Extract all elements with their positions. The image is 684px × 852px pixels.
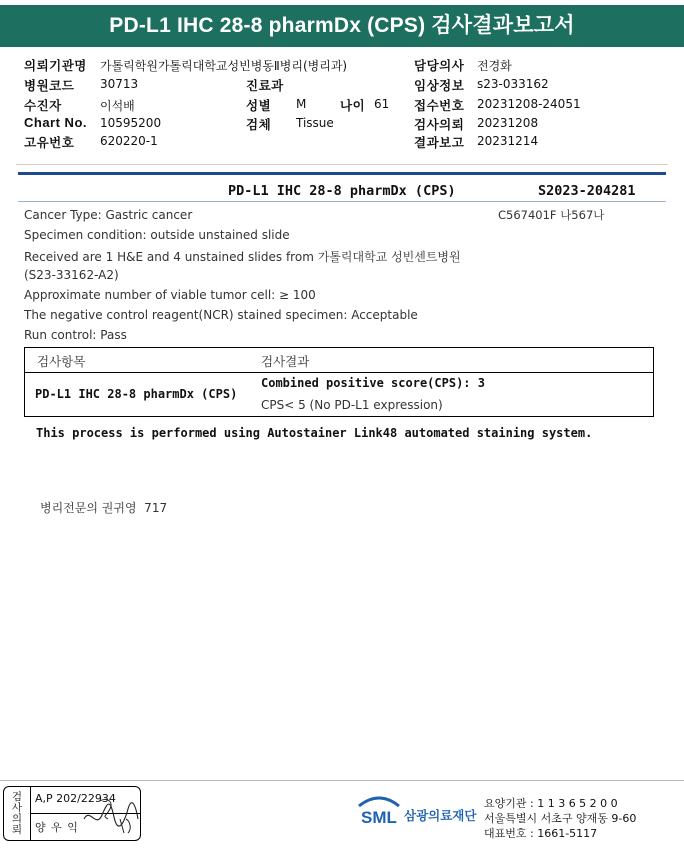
department-label: 진료과 [246,78,284,93]
doctor-value: 전경화 [477,59,512,73]
sign-id: A,P 202/22934 [35,792,116,805]
report-heading: PD-L1 IHC 28-8 pharmDx (CPS) [228,183,456,199]
institution-label: 의뢰기관명 [24,58,87,73]
sign-name: 양 우 익 [35,821,79,834]
unique-value: 620220-1 [100,134,158,148]
hospital-code-value: 30713 [100,77,139,91]
chart-value: 10595200 [100,116,162,130]
report-date-label: 결과보고 [414,135,465,150]
body-line-slide-id: (S23-33162-A2) [24,268,119,282]
report-heading-underline [18,201,666,202]
sml-logo-text: SML [361,808,397,827]
age-value: 61 [374,97,390,111]
table-item: PD-L1 IHC 28-8 pharmDx (CPS) [35,387,238,401]
report-id: S2023-204281 [538,183,636,199]
body-line-run-control: Run control: Pass [24,328,127,342]
patient-value: 이석배 [100,99,135,113]
request-value: 20231208 [477,116,539,130]
doctor-label: 담당의사 [414,58,465,73]
footer-divider [0,780,684,781]
sml-logo-icon [356,794,402,830]
report-date-value: 20231214 [477,134,539,148]
sign-label: 검사의뢰 [11,791,23,836]
logo-name: 삼광의료재단 [404,808,477,823]
body-line-received: Received are 1 H&E and 4 unstained slides from 가톨릭대학교 성빈센트병원 [24,250,461,264]
table-header-item: 검사항목 [37,354,86,369]
unique-label: 고유번호 [24,135,75,150]
phone: 대표번호 : 1661-5117 [484,827,598,840]
report-title: PD-L1 IHC 28-8 pharmDx (CPS) 검사결과보고서 [0,5,684,47]
signature-scribble [80,789,140,837]
sign-box [3,786,141,841]
patient-label: 수진자 [24,98,62,113]
report-rule [18,172,666,175]
receipt-value: 20231208-24051 [477,97,581,111]
institution-value: 가톨릭학원가톨릭대학교성빈병동Ⅱ병리(병리과) [100,59,348,73]
sex-label: 성별 [246,98,272,113]
result-table [24,347,654,417]
pathologist-line: 병리전문의 권귀영 717 [40,501,168,515]
age-label: 나이 [340,98,366,113]
body-line-ncr: The negative control reagent(NCR) stained specimen: Acceptable [24,308,418,322]
hospital-code-label: 병원코드 [24,78,75,93]
receipt-label: 접수번호 [414,98,465,113]
specimen-value: Tissue [296,116,334,130]
care-code: 요양기관 : 1 1 3 6 5 2 0 0 [484,797,618,810]
table-header-result: 검사결과 [261,354,310,369]
body-line-specimen: Specimen condition: outside unstained slide [24,228,290,242]
request-label: 검사의뢰 [414,117,465,132]
block-code: C567401F 나567나 [498,208,605,222]
clinical-label: 임상정보 [414,78,465,93]
table-result-main: Combined positive score(CPS): 3 [261,376,485,390]
clinical-value: s23-033162 [477,77,549,91]
body-line-viable-cells: Approximate number of viable tumor cell: ≥ 100 [24,288,316,302]
chart-label: Chart No. [24,115,87,130]
specimen-label: 검체 [246,117,272,132]
header-divider [16,164,668,165]
process-note: This process is performed using Autostainer Link48 automated staining system. [36,426,593,440]
address: 서울특별시 서초구 양재동 9-60 [484,812,637,825]
body-line-cancer-type: Cancer Type: Gastric cancer [24,208,193,222]
table-result-sub: CPS< 5 (No PD-L1 expression) [261,398,443,412]
sex-value: M [296,97,307,111]
